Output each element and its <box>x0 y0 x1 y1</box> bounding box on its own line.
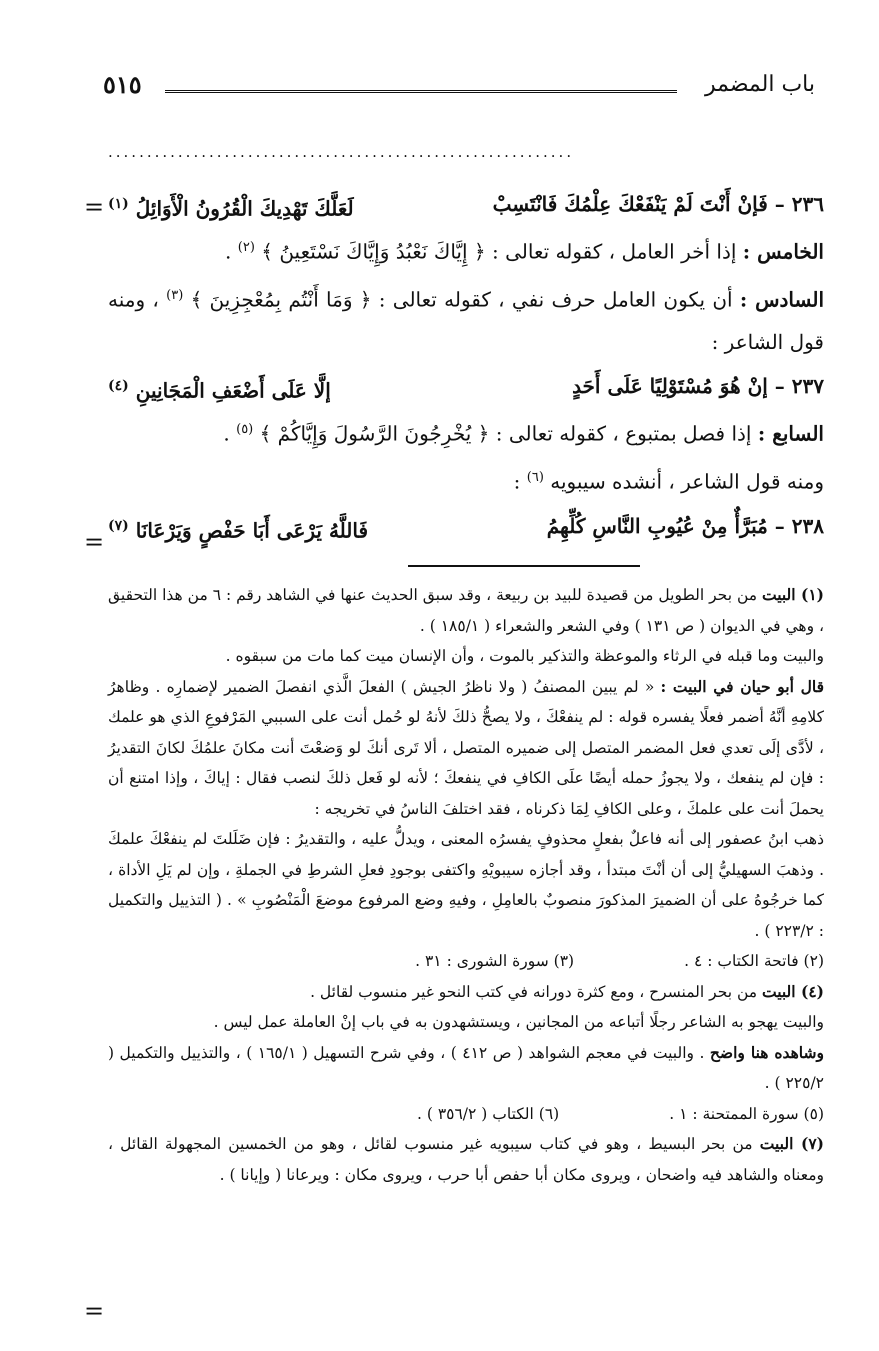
footnote-ref: (١) <box>108 196 129 212</box>
footnote-7: (٧) البيت من بحر البسيط ، وهو في كتاب سيبويه غير منسوب لقائل ، وهو من الخمسين المجهولة القائل ، ومعناه والشاهد فيه واضحان ، ويروى مكان أبا حفص أبا حرب ، ويروى مكان : ويرعانا ( وإيانا ) . <box>108 1134 825 1184</box>
verse-237 <box>108 364 824 408</box>
footnotes-2-3 <box>108 946 824 977</box>
page-header <box>95 70 815 110</box>
footnote-separator <box>408 565 640 567</box>
footnote-1-abu-hayyan: قال أبو حيان في البيت : « لم يبين المصنفُ ( ولا ناظرُ الجيش ) الفعلَ الَّذي انفصلَ الضمير لإضمارِه . وظاهرُ كلامِهِ أنَّهُ أضمر فعلًا يفسره قوله : لم ينفعْكَ ، ولا يصحُّ ذلكَ لأنهُ لو حُمل أنت على السببي المَرْفوعِ الذي هو علمك ، لأدَّى إلَى تعدي فعل المضمر المتصل إلى ضميره المتصل ، ألا تَرى أنكَ لو وَضعْتَ أنت مكانَ علمُكَ لكانَ التقديرُ : فإن لم ينفعك ، ولا يجوزُ حمله أيضًا علَى الكافِ في ينفعكَ ؛ لأنه لو فَعل ذلكَ لنصب فقال : إياكَ ، وإذا امتنع أن يحملَ أنت على علمكَ ، وعلى الكافِ لِمَا ذكرناه ، فقد اختلفَ الناسُ في تخريجه : <box>108 676 824 818</box>
verse-first-hemistich: ٢٣٦ – فَإنْ أَنْتَ لَمْ يَنْفَعْكَ عِلْمُكَ فَانْتَسِبْ <box>492 192 824 216</box>
page-number: ٥١٥ <box>103 70 142 99</box>
verse-second-hemistich: إلَّا عَلَى أَضْعَفِ الْمَجَانِينِ $^{(٤)}$ <box>108 378 331 403</box>
chapter-title: باب المضمر <box>705 72 815 97</box>
verse-236 <box>108 182 824 226</box>
footnote-5: (٥) سورة الممتحنة : ١ . <box>669 1104 824 1123</box>
verse-second-hemistich: لَعَلَّكَ تَهْدِيكَ الْقُرُونُ الْأَوَائِلُ $^{(١)}$ <box>108 196 354 221</box>
verse-second-hemistich: فَاللَّهُ يَرْعَى أَبَا حَفْصٍ وَيَرْعَانَا $^{(٧)}$ <box>108 517 369 543</box>
case-label: الخامس : <box>742 239 824 264</box>
verse-first-hemistich: ٢٣٨ – مُبَرَّأٌ مِنْ عُيُوبِ النَّاسِ كُلِّهِمُ <box>546 513 824 538</box>
paragraph-fifth: الخامس : إذا أخر العامل ، كقوله تعالى : ﴿ إِيَّاكَ نَعْبُدُ وَإِيَّاكَ نَسْتَعِينُ ﴾ $^{(٢)}$ . <box>225 239 824 264</box>
main-text <box>108 182 824 548</box>
case-label: السابع : <box>757 421 824 446</box>
footnote-ref: (٥) <box>236 422 254 438</box>
footnote-1: (١) البيت من بحر الطويل من قصيدة للبيد بن ربيعة ، وقد سبق الحديث عنها في الشاهد رقم : ٦ من هذا التحقيق ، وهي في الديوان ( ص ١٣١ ) وفي الشعر والشعراء ( ١٨٥/١ ) . <box>108 585 824 635</box>
case-label: السادس : <box>739 287 825 312</box>
footnote-ref: (٤) <box>108 378 129 395</box>
dotted-separator: ............................................................ <box>108 143 575 161</box>
footnote-3: (٣) سورة الشورى : ٣١ . <box>415 952 575 970</box>
verse-238 <box>108 504 824 548</box>
verse-first-hemistich: ٢٣٧ – إنْ هُوَ مُسْتَوْلِيًا عَلَى أَحَدٍ <box>572 374 824 399</box>
footnote-4-sources: وشاهده هنا واضح . والبيت في معجم الشواهد ( ص ٤١٢ ) ، وفي شرح التسهيل ( ١٦٥/١ ) ، والتذييل والتكميل ( ٢٢٥/٢ ) . <box>108 1042 825 1092</box>
footnote-ref: (٢) <box>237 240 255 255</box>
footnote-ref: (٧) <box>108 517 129 534</box>
footnote-1-comment: والبيت وما قبله في الرثاء والموعظة والتذكير بالموت ، وأن الإنسان ميت كما مات من سبقوه . <box>225 647 824 665</box>
paragraph-sibawayh: ومنه قول الشاعر ، أنشده سيبويه $^{(٦)}$ : <box>513 469 824 494</box>
continuation-mark: = <box>84 528 105 556</box>
footnotes <box>108 580 824 1190</box>
paragraph-seventh: السابع : إذا فصل بمتبوع ، كقوله تعالى : ﴿ يُخْرِجُونَ الرَّسُولَ وَإِيَّاكُمْ ﴾ $^{(٥)}$ . <box>223 421 824 446</box>
footnote-1-analysis: ذهب ابنُ عصفور إلى أنه فاعلٌ بفعلٍ محذوفٍ يفسرُه المعنى ، ويدلُّ عليه ، والتقديرُ : فإن ضَلَلتَ لم ينفعْكَ علمكَ . وذهبَ السهيليُّ إلى أن أنْتَ مبتدأ ، وقد أجازه سيبويْهِ واكتفى بوجودِ فعلِ الشرطِ في الجملةِ ، وإن لم يَلِ الأداة ، كما خرجُوهُ على أن الضميرَ المذكورَ منصوبٌ بالعامِلِ ، وفيهِ وضع المرفوع موضعَ الْمَنْصُوبِ » . ( التذييل والتكميل : ٢٢٣/٢ ) . <box>108 830 824 940</box>
footnote-4-comment: والبيت يهجو به الشاعر رجلًا أتباعه من المجانين ، ويستشهدون به في باب إنْ العاملة عمل ليس . <box>213 1013 824 1031</box>
footnote-2: (٢) فاتحة الكتاب : ٤ . <box>684 952 824 970</box>
footnotes-5-6 <box>108 1099 824 1130</box>
footnote-4: (٤) البيت من بحر المنسرح ، ومع كثرة دورانه في كتب النحو غير منسوب لقائل . <box>310 981 824 1001</box>
header-rule <box>165 90 677 93</box>
continuation-mark: = <box>84 193 105 221</box>
continuation-mark: = <box>84 1297 105 1325</box>
footnote-6: (٦) الكتاب ( ٣٥٦/٢ ) . <box>417 1104 560 1123</box>
paragraph-sixth: السادس : أن يكون العامل حرف نفي ، كقوله تعالى : ﴿ وَمَا أَنْتُم بِمُعْجِزِينَ ﴾ $^{(٣)}$ ، ومنه قول الشاعر : <box>108 287 825 355</box>
footnote-ref: (٣) <box>166 287 184 303</box>
footnote-ref: (٦) <box>526 469 544 485</box>
